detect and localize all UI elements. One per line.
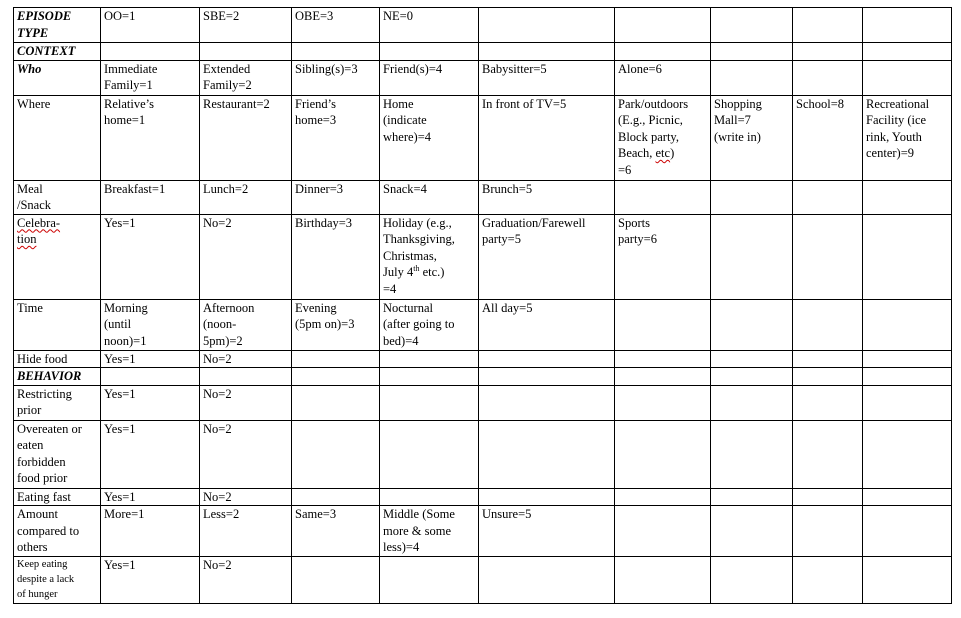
celebration-option: Birthday=3 bbox=[292, 214, 380, 299]
empty-cell bbox=[292, 488, 380, 506]
empty-cell bbox=[863, 488, 952, 506]
meal-label: Meal /Snack bbox=[14, 180, 101, 214]
empty-cell bbox=[292, 385, 380, 420]
empty-cell bbox=[711, 557, 793, 604]
episode-type-label: EPISODE TYPE bbox=[14, 8, 101, 43]
time-label: Time bbox=[14, 299, 101, 350]
empty-cell bbox=[615, 8, 711, 43]
row-meal-snack bbox=[14, 180, 952, 214]
row-eating-fast bbox=[14, 488, 952, 506]
empty-cell bbox=[380, 488, 479, 506]
episode-type-sbe: SBE=2 bbox=[200, 8, 292, 43]
overeaten-option: No=2 bbox=[200, 420, 292, 488]
empty-cell bbox=[863, 506, 952, 557]
eating-fast-option: Yes=1 bbox=[101, 488, 200, 506]
celebration-option: Graduation/Farewell party=5 bbox=[479, 214, 615, 299]
row-overeaten-prior bbox=[14, 420, 952, 488]
who-option: Sibling(s)=3 bbox=[292, 60, 380, 95]
empty-cell bbox=[793, 420, 863, 488]
empty-cell bbox=[292, 350, 380, 368]
empty-cell bbox=[793, 60, 863, 95]
row-episode-type bbox=[14, 8, 952, 43]
meal-option: Brunch=5 bbox=[479, 180, 615, 214]
eating-fast-label: Eating fast bbox=[14, 488, 101, 506]
where-option: School=8 bbox=[793, 95, 863, 180]
empty-cell bbox=[711, 368, 793, 386]
empty-cell bbox=[479, 43, 615, 61]
restricting-label: Restricting prior bbox=[14, 385, 101, 420]
who-option: Alone=6 bbox=[615, 60, 711, 95]
empty-cell bbox=[479, 420, 615, 488]
row-amount-compared bbox=[14, 506, 952, 557]
celebration-option-holiday bbox=[380, 214, 479, 299]
empty-cell bbox=[615, 368, 711, 386]
empty-cell bbox=[711, 488, 793, 506]
empty-cell bbox=[615, 506, 711, 557]
empty-cell bbox=[615, 299, 711, 350]
amount-option: Less=2 bbox=[200, 506, 292, 557]
empty-cell bbox=[615, 488, 711, 506]
row-who bbox=[14, 60, 952, 95]
who-option: Babysitter=5 bbox=[479, 60, 615, 95]
empty-cell bbox=[711, 43, 793, 61]
where-option-park bbox=[615, 95, 711, 180]
who-option: Immediate Family=1 bbox=[101, 60, 200, 95]
empty-cell bbox=[793, 43, 863, 61]
row-celebration bbox=[14, 214, 952, 299]
eating-fast-option: No=2 bbox=[200, 488, 292, 506]
where-option: Shopping Mall=7 (write in) bbox=[711, 95, 793, 180]
empty-cell bbox=[479, 557, 615, 604]
empty-cell bbox=[711, 299, 793, 350]
time-option: Evening (5pm on)=3 bbox=[292, 299, 380, 350]
hide-food-option: Yes=1 bbox=[101, 350, 200, 368]
celebration-label-part1: Celebra- bbox=[17, 215, 61, 230]
hide-food-option: No=2 bbox=[200, 350, 292, 368]
where-option: In front of TV=5 bbox=[479, 95, 615, 180]
row-where bbox=[14, 95, 952, 180]
celebration-option: Sports party=6 bbox=[615, 214, 711, 299]
restricting-option: No=2 bbox=[200, 385, 292, 420]
amount-option: Same=3 bbox=[292, 506, 380, 557]
empty-cell bbox=[380, 385, 479, 420]
empty-cell bbox=[292, 557, 380, 604]
empty-cell bbox=[863, 299, 952, 350]
empty-cell bbox=[479, 385, 615, 420]
empty-cell bbox=[615, 420, 711, 488]
empty-cell bbox=[615, 180, 711, 214]
amount-option: Unsure=5 bbox=[479, 506, 615, 557]
where-option: Restaurant=2 bbox=[200, 95, 292, 180]
overeaten-option: Yes=1 bbox=[101, 420, 200, 488]
row-hide-food bbox=[14, 350, 952, 368]
empty-cell bbox=[863, 368, 952, 386]
empty-cell bbox=[101, 43, 200, 61]
empty-cell bbox=[200, 368, 292, 386]
keep-eating-option: Yes=1 bbox=[101, 557, 200, 604]
time-option: Afternoon (noon- 5pm)=2 bbox=[200, 299, 292, 350]
holiday-text: Holiday (e.g., Thanksgiving, Christmas, July 4 bbox=[383, 215, 455, 279]
episode-coding-table bbox=[13, 7, 952, 604]
row-restricting-prior bbox=[14, 385, 952, 420]
who-option: Friend(s)=4 bbox=[380, 60, 479, 95]
episode-type-oo: OO=1 bbox=[101, 8, 200, 43]
celebration-option: No=2 bbox=[200, 214, 292, 299]
meal-option: Dinner=3 bbox=[292, 180, 380, 214]
keep-eating-option: No=2 bbox=[200, 557, 292, 604]
context-section-label: CONTEXT bbox=[14, 43, 101, 61]
row-behavior-header bbox=[14, 368, 952, 386]
overeaten-label: Overeaten or eaten forbidden food prior bbox=[14, 420, 101, 488]
empty-cell bbox=[479, 368, 615, 386]
empty-cell bbox=[380, 420, 479, 488]
park-etc-text: etc bbox=[655, 146, 671, 160]
row-context-header bbox=[14, 43, 952, 61]
holiday-tail: etc.) =4 bbox=[383, 265, 445, 296]
empty-cell bbox=[863, 180, 952, 214]
empty-cell bbox=[711, 60, 793, 95]
holiday-sup: th bbox=[413, 263, 420, 273]
empty-cell bbox=[793, 488, 863, 506]
meal-option: Lunch=2 bbox=[200, 180, 292, 214]
row-time bbox=[14, 299, 952, 350]
where-label: Where bbox=[14, 95, 101, 180]
empty-cell bbox=[863, 214, 952, 299]
behavior-section-label: BEHAVIOR bbox=[14, 368, 101, 386]
empty-cell bbox=[793, 180, 863, 214]
empty-cell bbox=[615, 350, 711, 368]
time-option: All day=5 bbox=[479, 299, 615, 350]
who-option: Extended Family=2 bbox=[200, 60, 292, 95]
restricting-option: Yes=1 bbox=[101, 385, 200, 420]
empty-cell bbox=[380, 368, 479, 386]
park-text: Park/outdoors (E.g., Picnic, Block party, Beach, bbox=[618, 96, 689, 160]
empty-cell bbox=[479, 8, 615, 43]
empty-cell bbox=[863, 60, 952, 95]
empty-cell bbox=[793, 8, 863, 43]
meal-option: Breakfast=1 bbox=[101, 180, 200, 214]
empty-cell bbox=[711, 8, 793, 43]
empty-cell bbox=[863, 43, 952, 61]
empty-cell bbox=[793, 368, 863, 386]
empty-cell bbox=[711, 506, 793, 557]
empty-cell bbox=[380, 557, 479, 604]
park-tail-text: ) =6 bbox=[618, 146, 675, 177]
row-keep-eating bbox=[14, 557, 952, 604]
empty-cell bbox=[793, 350, 863, 368]
empty-cell bbox=[479, 488, 615, 506]
amount-option: Middle (Some more & some less)=4 bbox=[380, 506, 479, 557]
empty-cell bbox=[711, 420, 793, 488]
empty-cell bbox=[292, 420, 380, 488]
empty-cell bbox=[793, 214, 863, 299]
amount-label: Amount compared to others bbox=[14, 506, 101, 557]
celebration-option: Yes=1 bbox=[101, 214, 200, 299]
empty-cell bbox=[380, 43, 479, 61]
episode-type-ne: NE=0 bbox=[380, 8, 479, 43]
empty-cell bbox=[711, 214, 793, 299]
empty-cell bbox=[479, 350, 615, 368]
empty-cell bbox=[793, 299, 863, 350]
empty-cell bbox=[863, 385, 952, 420]
time-option: Morning (until noon)=1 bbox=[101, 299, 200, 350]
celebration-label bbox=[14, 214, 101, 299]
empty-cell bbox=[793, 385, 863, 420]
amount-option: More=1 bbox=[101, 506, 200, 557]
empty-cell bbox=[863, 557, 952, 604]
empty-cell bbox=[711, 385, 793, 420]
meal-option: Snack=4 bbox=[380, 180, 479, 214]
empty-cell bbox=[863, 350, 952, 368]
empty-cell bbox=[200, 43, 292, 61]
hide-food-label: Hide food bbox=[14, 350, 101, 368]
empty-cell bbox=[615, 43, 711, 61]
where-option: Home (indicate where)=4 bbox=[380, 95, 479, 180]
keep-eating-label: Keep eating despite a lack of hunger bbox=[14, 557, 101, 604]
empty-cell bbox=[292, 368, 380, 386]
empty-cell bbox=[711, 180, 793, 214]
empty-cell bbox=[711, 350, 793, 368]
who-label: Who bbox=[14, 60, 101, 95]
empty-cell bbox=[863, 8, 952, 43]
time-option: Nocturnal (after going to bed)=4 bbox=[380, 299, 479, 350]
empty-cell bbox=[101, 368, 200, 386]
empty-cell bbox=[615, 385, 711, 420]
empty-cell bbox=[863, 420, 952, 488]
where-option: Friend’s home=3 bbox=[292, 95, 380, 180]
where-option: Relative’s home=1 bbox=[101, 95, 200, 180]
empty-cell bbox=[292, 43, 380, 61]
where-option: Recreational Facility (ice rink, Youth center)=9 bbox=[863, 95, 952, 180]
celebration-label-part2: tion bbox=[17, 232, 37, 246]
episode-type-obe: OBE=3 bbox=[292, 8, 380, 43]
empty-cell bbox=[793, 506, 863, 557]
empty-cell bbox=[793, 557, 863, 604]
empty-cell bbox=[615, 557, 711, 604]
empty-cell bbox=[380, 350, 479, 368]
